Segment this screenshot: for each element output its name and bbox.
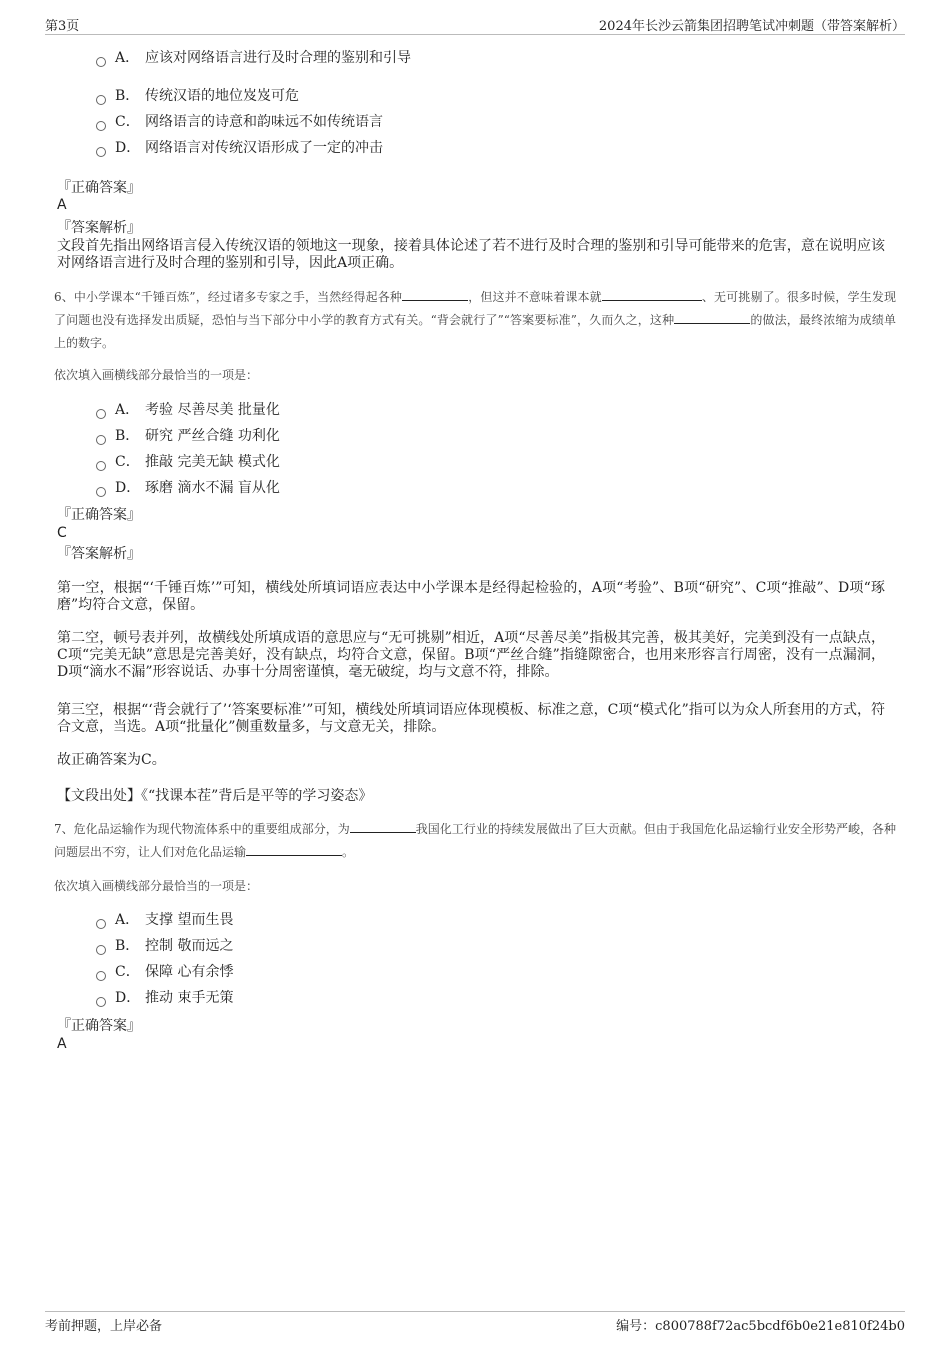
- correct-answer-label: 『正确答案』: [57, 180, 141, 196]
- radio-icon[interactable]: [96, 971, 106, 981]
- radio-icon[interactable]: [96, 461, 106, 471]
- radio-icon[interactable]: [96, 487, 106, 497]
- analysis-conclusion: 故正确答案为C。: [57, 752, 166, 768]
- footer-slogan: 考前押题，上岸必备: [45, 1319, 163, 1334]
- option-c[interactable]: C． 网络语言的诗意和韵味远不如传统语言: [96, 112, 383, 132]
- radio-icon[interactable]: [96, 409, 106, 419]
- option-b[interactable]: B． 控制 敬而远之: [96, 936, 233, 956]
- page-header: [45, 14, 905, 35]
- blank[interactable]: [246, 843, 342, 856]
- radio-icon[interactable]: [96, 95, 106, 105]
- correct-answer: C: [57, 525, 67, 541]
- correct-answer-label: 『正确答案』: [57, 507, 141, 523]
- option-d[interactable]: D． 琢磨 滴水不漏 盲从化: [96, 478, 280, 498]
- question-7: 7、危化品运输作为现代物流体系中的重要组成部分，为 我国化工行业的持续发展做出了巨大贡献。但由于我国危化品运输行业安全形势严峻，各种问题层出不穷，让人们对危化品运输 。: [54, 822, 896, 859]
- document-title: 2024年长沙云箭集团招聘笔试冲刺题（带答案解析）: [598, 19, 905, 34]
- option-d[interactable]: D． 推动 束手无策: [96, 988, 233, 1008]
- radio-icon[interactable]: [96, 997, 106, 1007]
- option-a[interactable]: A． 支撑 望而生畏: [96, 910, 233, 930]
- option-b[interactable]: B． 研究 严丝合缝 功利化: [96, 426, 280, 446]
- question-hint: 依次填入画横线部分最恰当的一项是：: [54, 368, 259, 382]
- radio-icon[interactable]: [96, 945, 106, 955]
- correct-answer: A: [57, 197, 67, 213]
- analysis-label: 『答案解析』: [57, 220, 141, 236]
- source-citation: 【文段出处】《“找课本茬”背后是平等的学习姿态》: [57, 788, 373, 804]
- question-6: 6、中小学课本“千锤百炼”，经过诸多专家之手，当然经得起各种 ，但这并不意味着课本就 、无可挑剔了。很多时候，学生发现了问题也没有选择发出质疑，恐怕与当下部分中小学的教育方式有关。“背会就行了”“答案要标准”，久而久之，这种 的做法，最终浓缩为成绩单上的数字。: [54, 290, 896, 350]
- blank[interactable]: [402, 288, 468, 301]
- analysis-label: 『答案解析』: [57, 546, 141, 562]
- radio-icon[interactable]: [96, 919, 106, 929]
- option-a[interactable]: A． 应该对网络语言进行及时合理的鉴别和引导: [96, 48, 411, 68]
- radio-icon[interactable]: [96, 147, 106, 157]
- analysis-paragraph: 第三空，根据“‘背会就行了’‘答案要标准’”可知，横线处所填词语应体现模板、标准之意，C项“模式化”指可以为众人所套用的方式，符合文意，当选。A项“批量化”侧重数量多，与文意无关，排除。: [57, 702, 885, 735]
- option-c[interactable]: C． 推敲 完美无缺 模式化: [96, 452, 280, 472]
- blank[interactable]: [350, 820, 416, 833]
- analysis-paragraph: 第二空，顿号表并列，故横线处所填成语的意思应与“无可挑剔”相近，A项“尽善尽美”指极其完善，极其美好，完美到没有一点缺点，C项“完美无缺”意思是完善美好，没有缺点，均符合文意，保留。B项“严丝合缝”指缝隙密合，也用来形容言行周密，没有一点漏洞，D项“滴水不漏”形容说话、办事十分周密谨慎，毫无破绽，均与文意不符，排除。: [57, 630, 885, 680]
- correct-answer: A: [57, 1036, 67, 1052]
- radio-icon[interactable]: [96, 57, 106, 67]
- blank[interactable]: [602, 288, 702, 301]
- option-a[interactable]: A． 考验 尽善尽美 批量化: [96, 400, 280, 420]
- analysis-text: 文段首先指出网络语言侵入传统汉语的领地这一现象，接着具体论述了若不进行及时合理的鉴别和引导可能带来的危害，意在说明应该对网络语言进行及时合理的鉴别和引导，因此A项正确。: [57, 238, 885, 271]
- option-d[interactable]: D． 网络语言对传统汉语形成了一定的冲击: [96, 138, 383, 158]
- analysis-paragraph: 第一空，根据“‘千锤百炼’”可知，横线处所填词语应表达中小学课本是经得起检验的，A项“考验”、B项“研究”、C项“推敲”、D项“琢磨”均符合文意，保留。: [57, 580, 885, 613]
- option-b[interactable]: B． 传统汉语的地位岌岌可危: [96, 86, 299, 106]
- blank[interactable]: [674, 311, 750, 324]
- document-code: 编号：c800788f72ac5bcdf6b0e21e810f24b0: [616, 1319, 905, 1334]
- page-footer: [45, 1311, 905, 1334]
- correct-answer-label: 『正确答案』: [57, 1018, 141, 1034]
- option-c[interactable]: C． 保障 心有余悸: [96, 962, 233, 982]
- page-number: 第3页: [45, 19, 80, 34]
- radio-icon[interactable]: [96, 435, 106, 445]
- radio-icon[interactable]: [96, 121, 106, 131]
- question-hint: 依次填入画横线部分最恰当的一项是：: [54, 879, 259, 893]
